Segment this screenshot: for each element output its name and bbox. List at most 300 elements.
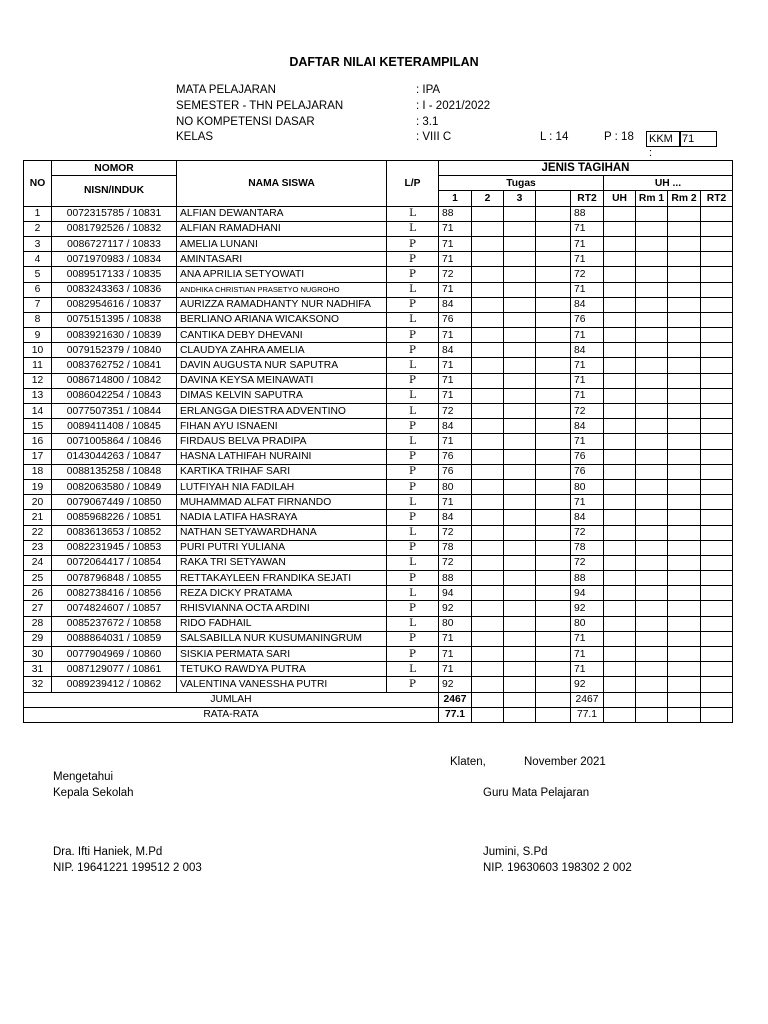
row-no: 2 — [24, 221, 52, 236]
header-tugas-3: 3 — [504, 191, 536, 206]
row-tugas-2 — [472, 282, 504, 297]
row-rm1 — [636, 221, 668, 236]
row-rm2 — [668, 510, 701, 525]
table-row — [24, 631, 733, 646]
rata-t1: 77.1 — [439, 707, 472, 722]
row-tugas-blank — [536, 616, 571, 631]
row-rm1 — [636, 571, 668, 586]
row-tugas-1: 76 — [439, 449, 472, 464]
empty-cell — [504, 707, 536, 722]
header-rt2: RT2 — [571, 191, 604, 206]
row-uh — [604, 282, 636, 297]
row-uh — [604, 343, 636, 358]
row-rt2-uh — [701, 282, 733, 297]
row-tugas-2 — [472, 571, 504, 586]
table-row — [24, 555, 733, 570]
row-rm2 — [668, 571, 701, 586]
header-jenis-tagihan: JENIS TAGIHAN — [439, 161, 733, 176]
row-rm1 — [636, 388, 668, 403]
row-tugas-3 — [504, 434, 536, 449]
row-tugas-1: 88 — [439, 206, 472, 221]
row-rm2 — [668, 677, 701, 692]
row-nisn: 0083762752 / 10841 — [52, 358, 177, 373]
row-rm1 — [636, 312, 668, 327]
row-rt2: 72 — [571, 404, 604, 419]
row-lp: L — [387, 282, 439, 297]
row-nama: ERLANGGA DIESTRA ADVENTINO — [177, 404, 387, 419]
row-no: 13 — [24, 388, 52, 403]
row-tugas-2 — [472, 312, 504, 327]
row-nisn: 0072064417 / 10854 — [52, 555, 177, 570]
row-no: 8 — [24, 312, 52, 327]
row-tugas-blank — [536, 388, 571, 403]
row-uh — [604, 479, 636, 494]
table-row — [24, 464, 733, 479]
row-no: 27 — [24, 601, 52, 616]
row-tugas-blank — [536, 495, 571, 510]
row-rt2-uh — [701, 616, 733, 631]
row-nama: TETUKO RAWDYA PUTRA — [177, 662, 387, 677]
header-tugas: Tugas — [439, 176, 604, 191]
table-row — [24, 510, 733, 525]
row-tugas-2 — [472, 601, 504, 616]
row-rm2 — [668, 267, 701, 282]
row-rt2-uh — [701, 388, 733, 403]
row-tugas-3 — [504, 358, 536, 373]
row-tugas-3 — [504, 221, 536, 236]
row-tugas-1: 88 — [439, 571, 472, 586]
row-rm1 — [636, 647, 668, 662]
row-tugas-1: 84 — [439, 297, 472, 312]
row-rm1 — [636, 404, 668, 419]
row-tugas-2 — [472, 206, 504, 221]
table-row — [24, 419, 733, 434]
row-rm2 — [668, 419, 701, 434]
row-no: 14 — [24, 404, 52, 419]
row-rm1 — [636, 662, 668, 677]
row-no: 30 — [24, 647, 52, 662]
row-rt2-uh — [701, 540, 733, 555]
header-uh: UH — [604, 191, 636, 206]
row-tugas-1: 71 — [439, 495, 472, 510]
row-tugas-3 — [504, 662, 536, 677]
row-nama: FIHAN AYU ISNAENI — [177, 419, 387, 434]
row-uh — [604, 647, 636, 662]
row-tugas-blank — [536, 586, 571, 601]
row-rt2: 92 — [571, 677, 604, 692]
kepsek-name: Dra. Ifti Haniek, M.Pd — [53, 846, 163, 858]
row-rm2 — [668, 282, 701, 297]
row-rt2: 71 — [571, 388, 604, 403]
table-row — [24, 252, 733, 267]
row-tugas-2 — [472, 267, 504, 282]
kelas-label: KELAS — [176, 131, 214, 143]
row-rm1 — [636, 464, 668, 479]
row-tugas-2 — [472, 388, 504, 403]
table-row — [24, 495, 733, 510]
row-no: 11 — [24, 358, 52, 373]
row-tugas-1: 71 — [439, 236, 472, 251]
row-lp: P — [387, 631, 439, 646]
row-uh — [604, 616, 636, 631]
row-tugas-blank — [536, 571, 571, 586]
row-tugas-3 — [504, 555, 536, 570]
row-rt2: 84 — [571, 419, 604, 434]
row-tugas-2 — [472, 404, 504, 419]
row-no: 31 — [24, 662, 52, 677]
row-tugas-3 — [504, 419, 536, 434]
empty-cell — [701, 707, 733, 722]
row-rt2-uh — [701, 631, 733, 646]
row-rm1 — [636, 586, 668, 601]
header-tugas-2: 2 — [472, 191, 504, 206]
row-no: 10 — [24, 343, 52, 358]
row-rm1 — [636, 343, 668, 358]
row-tugas-1: 71 — [439, 388, 472, 403]
row-rm2 — [668, 601, 701, 616]
row-nisn: 0089517133 / 10835 — [52, 267, 177, 282]
row-nama: CANTIKA DEBY DHEVANI — [177, 328, 387, 343]
row-rt2: 71 — [571, 662, 604, 677]
row-tugas-1: 92 — [439, 601, 472, 616]
row-tugas-blank — [536, 479, 571, 494]
row-rt2-uh — [701, 495, 733, 510]
row-nama: MUHAMMAD ALFAT FIRNANDO — [177, 495, 387, 510]
row-tugas-3 — [504, 252, 536, 267]
table-row — [24, 312, 733, 327]
jumlah-rt2: 2467 — [571, 692, 604, 707]
row-rt2: 72 — [571, 525, 604, 540]
header-tugas-blank — [536, 191, 571, 206]
row-lp: P — [387, 601, 439, 616]
kkm-label: KKM : — [646, 131, 681, 147]
header-no: NO — [24, 161, 52, 207]
row-tugas-3 — [504, 404, 536, 419]
row-tugas-2 — [472, 540, 504, 555]
row-uh — [604, 449, 636, 464]
empty-cell — [536, 692, 571, 707]
row-rt2-uh — [701, 328, 733, 343]
row-tugas-1: 78 — [439, 540, 472, 555]
row-no: 23 — [24, 540, 52, 555]
row-rt2-uh — [701, 662, 733, 677]
kkm-value: 71 — [679, 131, 717, 147]
row-rt2: 84 — [571, 297, 604, 312]
row-tugas-3 — [504, 647, 536, 662]
row-tugas-blank — [536, 404, 571, 419]
row-rm1 — [636, 495, 668, 510]
row-rt2-uh — [701, 647, 733, 662]
row-rt2: 80 — [571, 479, 604, 494]
row-rt2: 71 — [571, 358, 604, 373]
row-uh — [604, 312, 636, 327]
row-no: 7 — [24, 297, 52, 312]
table-row — [24, 343, 733, 358]
empty-cell — [604, 707, 636, 722]
row-nama: CLAUDYA ZAHRA AMELIA — [177, 343, 387, 358]
kelas-value: : VIII C — [416, 131, 452, 143]
grades-table — [23, 160, 733, 723]
row-tugas-1: 72 — [439, 525, 472, 540]
row-rm1 — [636, 449, 668, 464]
row-tugas-blank — [536, 555, 571, 570]
row-nama: RETTAKAYLEEN FRANDIKA SEJATI — [177, 571, 387, 586]
header-nama: NAMA SISWA — [177, 161, 387, 207]
row-tugas-1: 80 — [439, 479, 472, 494]
row-tugas-2 — [472, 631, 504, 646]
row-nama: FIRDAUS BELVA PRADIPA — [177, 434, 387, 449]
row-tugas-2 — [472, 555, 504, 570]
row-nisn: 0083613653 / 10852 — [52, 525, 177, 540]
row-no: 9 — [24, 328, 52, 343]
rata-label: RATA-RATA — [24, 707, 439, 722]
mapel-value: : IPA — [416, 84, 441, 96]
row-tugas-blank — [536, 677, 571, 692]
row-uh — [604, 252, 636, 267]
table-row — [24, 525, 733, 540]
row-tugas-3 — [504, 540, 536, 555]
row-uh — [604, 601, 636, 616]
row-rt2-uh — [701, 555, 733, 570]
row-tugas-1: 71 — [439, 662, 472, 677]
row-tugas-blank — [536, 449, 571, 464]
header-tugas-1: 1 — [439, 191, 472, 206]
table-row — [24, 616, 733, 631]
guru-title: Guru Mata Pelajaran — [483, 787, 590, 799]
row-rm2 — [668, 540, 701, 555]
row-rt2-uh — [701, 449, 733, 464]
row-tugas-3 — [504, 571, 536, 586]
row-uh — [604, 328, 636, 343]
row-uh — [604, 540, 636, 555]
row-nama: SISKIA PERMATA SARI — [177, 647, 387, 662]
p-count: P : 18 — [604, 131, 634, 143]
row-nama: ANA APRILIA SETYOWATI — [177, 267, 387, 282]
row-no: 18 — [24, 464, 52, 479]
row-tugas-3 — [504, 388, 536, 403]
row-tugas-3 — [504, 267, 536, 282]
row-tugas-1: 72 — [439, 267, 472, 282]
row-uh — [604, 555, 636, 570]
row-no: 21 — [24, 510, 52, 525]
row-rm2 — [668, 236, 701, 251]
row-nama: NADIA LATIFA HASRAYA — [177, 510, 387, 525]
empty-cell — [504, 692, 536, 707]
row-tugas-3 — [504, 525, 536, 540]
row-rm2 — [668, 297, 701, 312]
empty-cell — [536, 707, 571, 722]
row-tugas-2 — [472, 252, 504, 267]
table-row — [24, 662, 733, 677]
row-rt2: 71 — [571, 631, 604, 646]
row-no: 26 — [24, 586, 52, 601]
mengetahui-text: Mengetahui — [53, 771, 114, 783]
row-tugas-3 — [504, 677, 536, 692]
row-uh — [604, 571, 636, 586]
row-rt2: 71 — [571, 647, 604, 662]
row-rm2 — [668, 449, 701, 464]
header-uh-group: UH ... — [604, 176, 733, 191]
row-lp: P — [387, 677, 439, 692]
row-rm2 — [668, 221, 701, 236]
table-row — [24, 221, 733, 236]
row-nisn: 0077904969 / 10860 — [52, 647, 177, 662]
row-tugas-1: 71 — [439, 631, 472, 646]
row-lp: L — [387, 525, 439, 540]
row-no: 1 — [24, 206, 52, 221]
row-nisn: 0072315785 / 10831 — [52, 206, 177, 221]
row-nama: KARTIKA TRIHAF SARI — [177, 464, 387, 479]
row-rt2-uh — [701, 373, 733, 388]
header-lp: L/P — [387, 161, 439, 207]
row-rm2 — [668, 328, 701, 343]
row-rt2: 71 — [571, 434, 604, 449]
header-rm2: Rm 2 — [668, 191, 701, 206]
row-rm1 — [636, 510, 668, 525]
row-uh — [604, 631, 636, 646]
row-rm2 — [668, 586, 701, 601]
row-tugas-blank — [536, 297, 571, 312]
row-nisn: 0088135258 / 10848 — [52, 464, 177, 479]
row-nama: AMINTASARI — [177, 252, 387, 267]
row-nama: NATHAN SETYAWARDHANA — [177, 525, 387, 540]
row-tugas-1: 71 — [439, 328, 472, 343]
row-rt2: 71 — [571, 495, 604, 510]
row-tugas-1: 94 — [439, 586, 472, 601]
row-tugas-2 — [472, 419, 504, 434]
row-nisn: 0086727117 / 10833 — [52, 236, 177, 251]
table-row — [24, 328, 733, 343]
row-tugas-3 — [504, 328, 536, 343]
row-lp: L — [387, 206, 439, 221]
row-tugas-2 — [472, 495, 504, 510]
row-tugas-2 — [472, 616, 504, 631]
header-rt2-uh: RT2 — [701, 191, 733, 206]
row-rm2 — [668, 662, 701, 677]
row-lp: P — [387, 236, 439, 251]
semester-value: : I - 2021/2022 — [416, 100, 491, 112]
table-row — [24, 388, 733, 403]
row-tugas-blank — [536, 328, 571, 343]
table-row — [24, 206, 733, 221]
row-nama: LUTFIYAH NIA FADILAH — [177, 479, 387, 494]
row-tugas-blank — [536, 343, 571, 358]
row-lp: P — [387, 297, 439, 312]
row-uh — [604, 297, 636, 312]
row-rm2 — [668, 388, 701, 403]
table-row — [24, 404, 733, 419]
row-uh — [604, 510, 636, 525]
row-tugas-blank — [536, 282, 571, 297]
table-row — [24, 647, 733, 662]
row-rt2-uh — [701, 601, 733, 616]
row-tugas-1: 84 — [439, 419, 472, 434]
row-lp: L — [387, 662, 439, 677]
row-uh — [604, 419, 636, 434]
row-tugas-blank — [536, 631, 571, 646]
row-nisn: 0075151395 / 10838 — [52, 312, 177, 327]
empty-cell — [668, 707, 701, 722]
table-row — [24, 449, 733, 464]
row-uh — [604, 662, 636, 677]
table-row — [24, 358, 733, 373]
row-rt2: 76 — [571, 449, 604, 464]
row-nama: ALFIAN RAMADHANI — [177, 221, 387, 236]
row-no: 16 — [24, 434, 52, 449]
row-tugas-blank — [536, 601, 571, 616]
row-nisn: 0083243363 / 10836 — [52, 282, 177, 297]
row-tugas-2 — [472, 677, 504, 692]
row-nisn: 0088864031 / 10859 — [52, 631, 177, 646]
row-tugas-blank — [536, 206, 571, 221]
mapel-label: MATA PELAJARAN — [176, 84, 276, 96]
row-rm2 — [668, 206, 701, 221]
row-tugas-1: 72 — [439, 404, 472, 419]
row-rt2: 84 — [571, 510, 604, 525]
jumlah-t1: 2467 — [439, 692, 472, 707]
row-tugas-2 — [472, 434, 504, 449]
row-rt2: 88 — [571, 571, 604, 586]
row-no: 28 — [24, 616, 52, 631]
row-rt2-uh — [701, 221, 733, 236]
row-nama: ALFIAN DEWANTARA — [177, 206, 387, 221]
row-tugas-blank — [536, 419, 571, 434]
row-rm1 — [636, 267, 668, 282]
row-tugas-blank — [536, 647, 571, 662]
row-tugas-1: 71 — [439, 358, 472, 373]
row-rm2 — [668, 404, 701, 419]
row-nama: RAKA TRI SETYAWAN — [177, 555, 387, 570]
row-rt2-uh — [701, 571, 733, 586]
row-nama: PURI PUTRI YULIANA — [177, 540, 387, 555]
row-tugas-3 — [504, 312, 536, 327]
row-tugas-2 — [472, 662, 504, 677]
row-lp: L — [387, 495, 439, 510]
row-rt2: 92 — [571, 601, 604, 616]
table-row — [24, 297, 733, 312]
student-rows — [24, 206, 733, 692]
row-rt2-uh — [701, 252, 733, 267]
row-nama: HASNA LATHIFAH NURAINI — [177, 449, 387, 464]
empty-cell — [472, 692, 504, 707]
row-tugas-1: 72 — [439, 555, 472, 570]
row-rm2 — [668, 555, 701, 570]
row-tugas-3 — [504, 631, 536, 646]
row-rt2-uh — [701, 510, 733, 525]
row-tugas-blank — [536, 525, 571, 540]
row-no: 5 — [24, 267, 52, 282]
row-rm2 — [668, 525, 701, 540]
row-tugas-1: 80 — [439, 616, 472, 631]
row-rm2 — [668, 616, 701, 631]
header-nisn: NISN/INDUK — [52, 176, 177, 206]
row-tugas-1: 92 — [439, 677, 472, 692]
row-tugas-2 — [472, 373, 504, 388]
row-tugas-blank — [536, 267, 571, 282]
row-rm2 — [668, 358, 701, 373]
table-row — [24, 236, 733, 251]
row-uh — [604, 434, 636, 449]
row-lp: P — [387, 510, 439, 525]
row-nama: AURIZZA RAMADHANTY NUR NADHIFA — [177, 297, 387, 312]
row-tugas-blank — [536, 510, 571, 525]
l-count: L : 14 — [540, 131, 569, 143]
table-row — [24, 677, 733, 692]
guru-nip: NIP. 19630603 198302 2 002 — [483, 862, 632, 874]
row-lp: L — [387, 221, 439, 236]
row-rm1 — [636, 358, 668, 373]
empty-cell — [701, 692, 733, 707]
